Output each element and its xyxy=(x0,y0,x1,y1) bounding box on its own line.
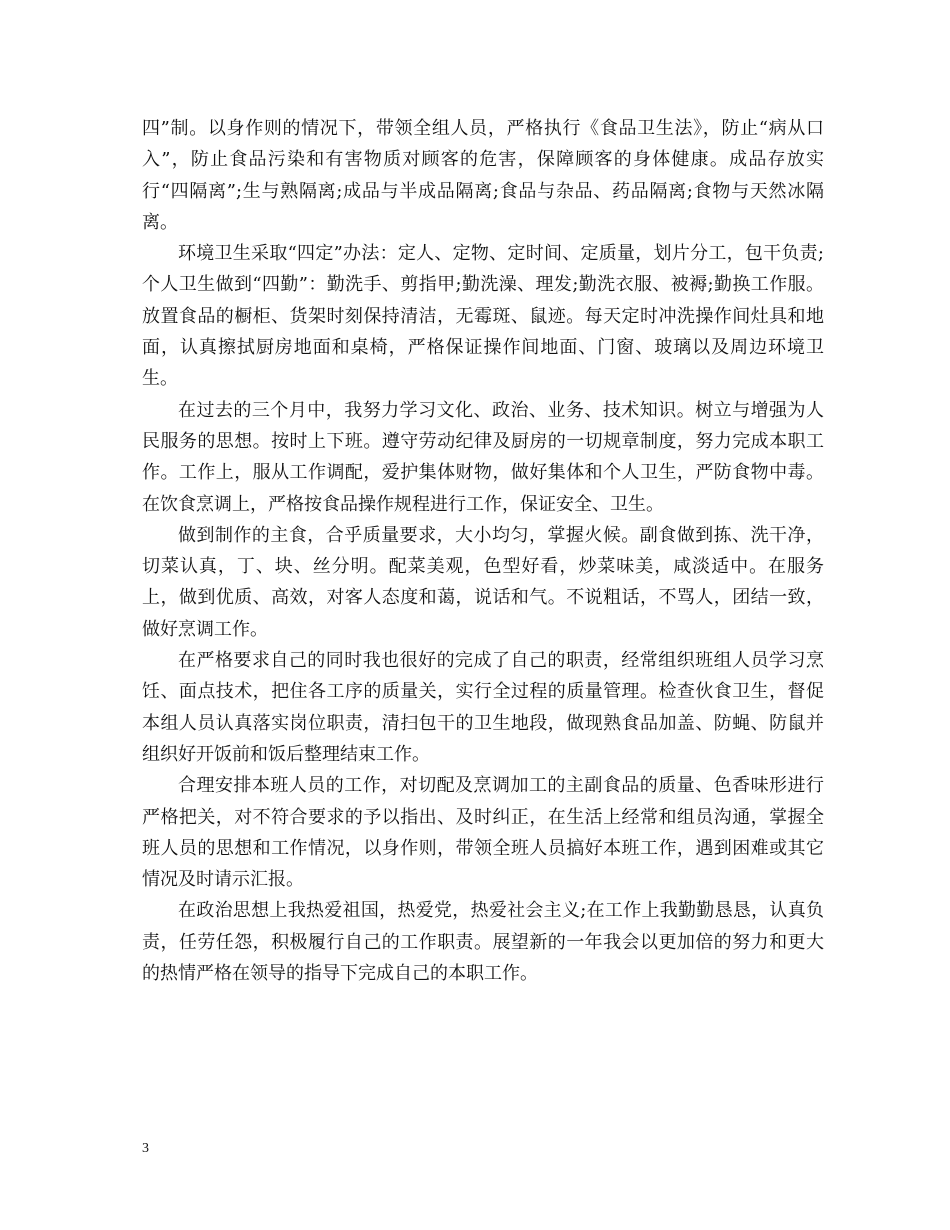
paragraph-5: 在严格要求自己的同时我也很好的完成了自己的职责，经常组织班组人员学习烹饪、面点技术，把住各工序的质量关，实行全过程的质量管理。检查伙食卫生，督促本组人员认真落实岗位职责，清扫包干的卫生地段，做现熟食品加盖、防蝇、防鼠并组织好开饭前和饭后整理结束工作。 xyxy=(142,650,824,765)
paragraph-4: 做到制作的主食，合乎质量要求，大小均匀，掌握火候。副食做到拣、洗干净，切菜认真，丁、块、丝分明。配菜美观，色型好看，炒菜味美，咸淡适中。在服务上，做到优质、高效，对客人态度和蔼，说话和气。不说粗话，不骂人，团结一致，做好烹调工作。 xyxy=(142,524,824,640)
paragraph-1: 四”制。以身作则的情况下，带领全组人员，严格执行《食品卫生法》，防止“病从口入”，防止食品污染和有害物质对顾客的危害，保障顾客的身体健康。成品存放实行“四隔离”;生与熟隔离;成品与半成品隔离;食品与杂品、药品隔离;食物与天然冰隔离。 xyxy=(142,118,824,233)
document-body xyxy=(142,113,824,989)
page-number: 3 xyxy=(142,1141,149,1156)
paragraph-6: 合理安排本班人员的工作，对切配及烹调加工的主副食品的质量、色香味形进行严格把关，对不符合要求的予以指出、及时纠正，在生活上经常和组员沟通，掌握全班人员的思想和工作情况，以身作则，带领全班人员搞好本班工作，遇到困难或其它情况及时请示汇报。 xyxy=(142,775,824,891)
paragraph-3: 在过去的三个月中，我努力学习文化、政治、业务、技术知识。树立与增强为人民服务的思想。按时上下班。遵守劳动纪律及厨房的一切规章制度，努力完成本职工作。工作上，服从工作调配，爱护集体财物，做好集体和个人卫生，严防食物中毒。在饮食烹调上，严格按食品操作规程进行工作，保证安全、卫生。 xyxy=(142,399,824,515)
paragraph-2: 环境卫生采取“四定”办法：定人、定物、定时间、定质量，划片分工，包干负责;个人卫生做到“四勤”：勤洗手、剪指甲;勤洗澡、理发;勤洗衣服、被褥;勤换工作服。放置食品的橱柜、货架时刻保持清洁，无霉斑、鼠迹。每天定时冲洗操作间灶具和地面，认真擦拭厨房地面和桌椅，严格保证操作间地面、门窗、玻璃以及周边环境卫生。 xyxy=(142,243,824,390)
paragraph-7: 在政治思想上我热爱祖国，热爱党，热爱社会主义;在工作上我勤勤恳恳，认真负责，任劳任怨，积极履行自己的工作职责。展望新的一年我会以更加倍的努力和更大的热情严格在领导的指导下完成自己的本职工作。 xyxy=(142,900,824,985)
